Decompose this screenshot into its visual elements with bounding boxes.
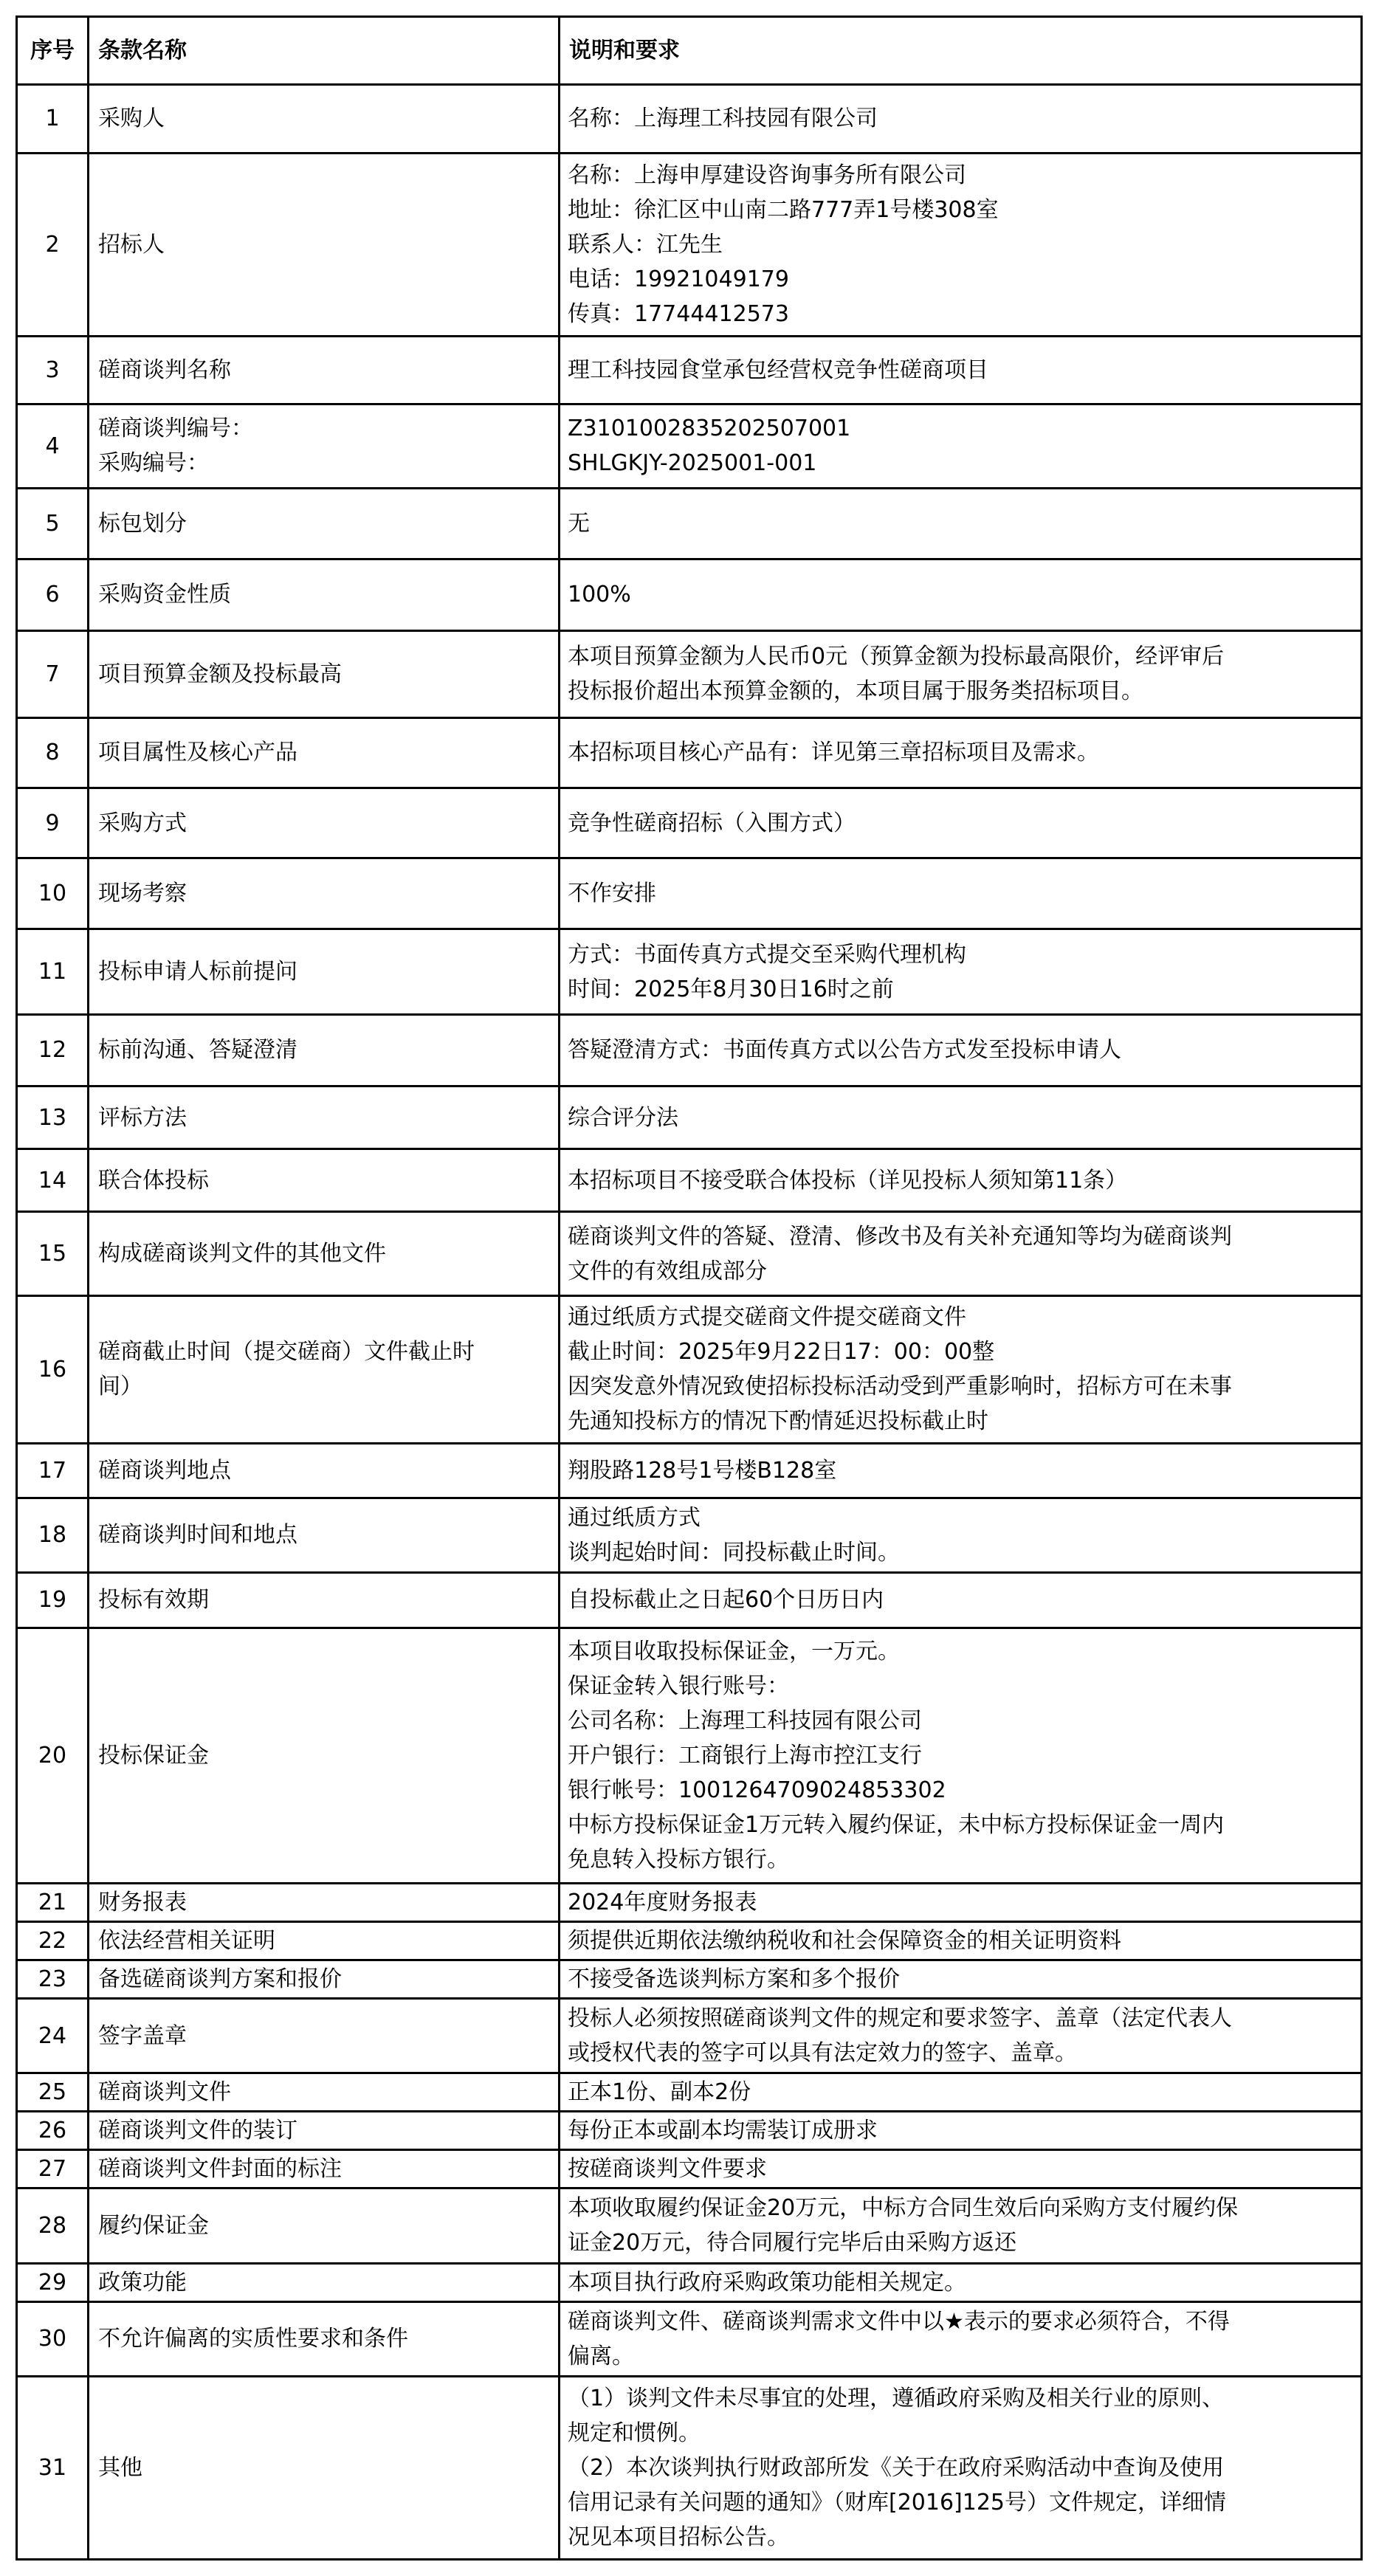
row-clause-name — [89, 2263, 560, 2301]
row-serial-number: 10 — [17, 858, 89, 929]
row-clause-name — [89, 2188, 560, 2263]
clause-name-line: 磋商截止时间（提交磋商）文件截止时 — [98, 1339, 475, 1366]
description-line: 截止时间：2025年9月22日17：00：00整 — [568, 1339, 995, 1366]
description-line: 竞争性磋商招标（入围方式） — [568, 810, 856, 836]
description-line: 银行帐号：1001264709024853302 — [568, 1777, 946, 1803]
row-description — [560, 2301, 1362, 2376]
description-line: 不接受备选谈判标方案和多个报价 — [568, 1966, 900, 1992]
description-line: 证金20万元，待合同履行完毕后由采购方返还 — [568, 2230, 1017, 2256]
row-clause-name — [89, 1086, 560, 1148]
clause-name-line: 投标保证金 — [98, 1742, 209, 1769]
row-serial-number: 24 — [17, 1998, 89, 2073]
table-row — [17, 404, 1362, 489]
clause-name-line: 备选磋商谈判方案和报价 — [98, 1966, 342, 1992]
description-line: 磋商谈判文件的答疑、澄清、修改书及有关补充通知等均为磋商谈判 — [568, 1223, 1232, 1250]
description-line: 偏离。 — [568, 2343, 634, 2369]
row-clause-name — [89, 630, 560, 717]
description-line: 答疑澄清方式：书面传真方式以公告方式发至投标申请人 — [568, 1037, 1121, 1064]
row-serial-number: 27 — [17, 2150, 89, 2188]
header-clause-name: 条款名称 — [89, 17, 560, 85]
row-serial-number: 20 — [17, 1628, 89, 1883]
row-description — [560, 404, 1362, 489]
clause-name-line: 标包划分 — [98, 511, 187, 537]
description-line: 联系人：江先生 — [568, 231, 723, 258]
row-clause-name — [89, 1211, 560, 1296]
row-description — [560, 1572, 1362, 1628]
description-line: 电话：19921049179 — [568, 266, 789, 292]
description-line: 文件的有效组成部分 — [568, 1258, 767, 1284]
description-line: Z3101002835202507001 — [568, 416, 851, 442]
row-description — [560, 717, 1362, 788]
description-line: 100% — [568, 582, 631, 608]
row-serial-number: 9 — [17, 788, 89, 858]
row-serial-number: 3 — [17, 336, 89, 404]
clause-name-line: 标前沟通、答疑澄清 — [98, 1037, 297, 1064]
row-description — [560, 85, 1362, 154]
table-row — [17, 85, 1362, 154]
description-line: 本项目预算金额为人民币0元（预算金额为投标最高限价，经评审后 — [568, 644, 1225, 670]
table-row — [17, 2188, 1362, 2263]
clause-name-line: 依法经营相关证明 — [98, 1927, 275, 1954]
row-clause-name — [89, 85, 560, 154]
row-serial-number: 14 — [17, 1149, 89, 1211]
clause-name-line: 评标方法 — [98, 1104, 187, 1131]
row-description — [560, 858, 1362, 929]
description-line: 公司名称：上海理工科技园有限公司 — [568, 1707, 922, 1734]
row-serial-number: 12 — [17, 1015, 89, 1086]
row-clause-name — [89, 1015, 560, 1086]
row-clause-name — [89, 1883, 560, 1921]
row-serial-number: 25 — [17, 2073, 89, 2112]
table-row — [17, 1498, 1362, 1572]
clause-name-line: 磋商谈判文件 — [98, 2079, 231, 2106]
row-clause-name — [89, 858, 560, 929]
row-serial-number: 4 — [17, 404, 89, 489]
clause-name-line: 财务报表 — [98, 1889, 187, 1915]
row-serial-number: 11 — [17, 929, 89, 1015]
clause-name-line: 签字盖章 — [98, 2022, 187, 2049]
row-description — [560, 2188, 1362, 2263]
row-description — [560, 1921, 1362, 1960]
description-line: （2）本次谈判执行财政部所发《关于在政府采购活动中查询及使用 — [568, 2454, 1225, 2481]
clause-name-line: 现场考察 — [98, 881, 187, 907]
description-line: 理工科技园食堂承包经营权竞争性磋商项目 — [568, 357, 988, 383]
table-row — [17, 2150, 1362, 2188]
table-row — [17, 717, 1362, 788]
row-description — [560, 2263, 1362, 2301]
description-line: 投标报价超出本预算金额的，本项目属于服务类招标项目。 — [568, 678, 1143, 705]
clause-name-line: 间） — [98, 1374, 142, 1400]
clause-name-line: 其他 — [98, 2454, 142, 2481]
clause-name-line: 构成磋商谈判文件的其他文件 — [98, 1241, 386, 1267]
clause-name-line: 磋商谈判名称 — [98, 357, 231, 383]
row-serial-number: 23 — [17, 1960, 89, 1998]
row-description — [560, 1086, 1362, 1148]
table-header-row — [17, 17, 1362, 85]
description-line: 谈判起始时间：同投标截止时间。 — [568, 1539, 900, 1566]
description-line: 规定和惯例。 — [568, 2420, 701, 2446]
row-description — [560, 1628, 1362, 1883]
row-description — [560, 2150, 1362, 2188]
row-serial-number: 28 — [17, 2188, 89, 2263]
description-line: 综合评分法 — [568, 1104, 678, 1131]
description-line: 方式：书面传真方式提交至采购代理机构 — [568, 941, 966, 968]
row-description — [560, 559, 1362, 631]
description-line: 本项收取履约保证金20万元，中标方合同生效后向采购方支付履约保 — [568, 2195, 1239, 2222]
clause-name-line: 磋商谈判编号： — [98, 416, 253, 442]
row-clause-name — [89, 1960, 560, 1998]
description-line: 本招标项目核心产品有：详见第三章招标项目及需求。 — [568, 740, 1099, 766]
row-description — [560, 1149, 1362, 1211]
row-serial-number: 29 — [17, 2263, 89, 2301]
row-serial-number: 17 — [17, 1443, 89, 1498]
row-serial-number: 7 — [17, 630, 89, 717]
description-line: 通过纸质方式 — [568, 1504, 701, 1531]
description-line: 先通知投标方的情况下酌情延迟投标截止时 — [568, 1408, 988, 1435]
table-row — [17, 1998, 1362, 2073]
row-description — [560, 489, 1362, 559]
description-line: 正本1份、副本2份 — [568, 2079, 751, 2106]
row-serial-number: 2 — [17, 153, 89, 336]
row-serial-number: 18 — [17, 1498, 89, 1572]
row-clause-name — [89, 559, 560, 631]
row-description — [560, 336, 1362, 404]
description-line: 2024年度财务报表 — [568, 1889, 757, 1915]
header-description: 说明和要求 — [560, 17, 1362, 85]
table-row — [17, 1086, 1362, 1148]
row-description — [560, 1498, 1362, 1572]
clause-name-line: 磋商谈判时间和地点 — [98, 1522, 297, 1549]
row-clause-name — [89, 1443, 560, 1498]
table-row — [17, 2263, 1362, 2301]
clause-name-line: 项目属性及核心产品 — [98, 740, 297, 766]
description-line: 本招标项目不接受联合体投标（详见投标人须知第11条） — [568, 1167, 1128, 1194]
clause-name-line: 不允许偏离的实质性要求和条件 — [98, 2326, 408, 2352]
description-line: 时间：2025年8月30日16时之前 — [568, 976, 894, 1002]
description-line: 或授权代表的签字可以具有法定效力的签字、盖章。 — [568, 2040, 1077, 2067]
row-clause-name — [89, 2112, 560, 2150]
description-line: 翔股路128号1号楼B128室 — [568, 1457, 837, 1484]
clause-name-line: 磋商谈判地点 — [98, 1457, 231, 1484]
row-serial-number: 21 — [17, 1883, 89, 1921]
description-line: 中标方投标保证金1万元转入履约保证，未中标方投标保证金一周内 — [568, 1811, 1225, 1838]
table-row — [17, 2112, 1362, 2150]
table-row — [17, 1960, 1362, 1998]
row-clause-name — [89, 1628, 560, 1883]
table-row — [17, 1628, 1362, 1883]
description-line: 须提供近期依法缴纳税收和社会保障资金的相关证明资料 — [568, 1927, 1121, 1954]
description-line: 按磋商谈判文件要求 — [568, 2156, 767, 2183]
table-row — [17, 153, 1362, 336]
table-row — [17, 2073, 1362, 2112]
table-row — [17, 2376, 1362, 2559]
row-description — [560, 1960, 1362, 1998]
row-clause-name — [89, 717, 560, 788]
description-line: （1）谈判文件未尽事宜的处理，遵循政府采购及相关行业的原则、 — [568, 2385, 1225, 2411]
row-description — [560, 1015, 1362, 1086]
row-description — [560, 1296, 1362, 1443]
table-row — [17, 929, 1362, 1015]
row-description — [560, 929, 1362, 1015]
description-line: 无 — [568, 511, 590, 537]
clause-name-line: 磋商谈判文件的装订 — [98, 2118, 297, 2144]
row-serial-number: 1 — [17, 85, 89, 154]
clause-name-line: 采购编号： — [98, 450, 209, 477]
description-line: 磋商谈判文件、磋商谈判需求文件中以★表示的要求必须符合，不得 — [568, 2308, 1230, 2335]
row-description — [560, 2073, 1362, 2112]
table-row — [17, 1572, 1362, 1628]
row-description — [560, 153, 1362, 336]
table-row — [17, 788, 1362, 858]
description-line: 通过纸质方式提交磋商文件提交磋商文件 — [568, 1304, 966, 1331]
table-row — [17, 2301, 1362, 2376]
row-serial-number: 19 — [17, 1572, 89, 1628]
description-line: 况见本项目招标公告。 — [568, 2524, 789, 2550]
clause-name-line: 履约保证金 — [98, 2212, 209, 2239]
row-description — [560, 1883, 1362, 1921]
row-description — [560, 788, 1362, 858]
row-clause-name — [89, 153, 560, 336]
description-line: 保证金转入银行账号： — [568, 1673, 789, 1699]
row-clause-name — [89, 1149, 560, 1211]
row-description — [560, 1443, 1362, 1498]
description-line: 信用记录有关问题的通知》（财库[2016]125号）文件规定，详细情 — [568, 2489, 1227, 2515]
clause-name-line: 招标人 — [98, 231, 165, 258]
table-row — [17, 1211, 1362, 1296]
table-row — [17, 630, 1362, 717]
description-line: 本项目执行政府采购政策功能相关规定。 — [568, 2269, 966, 2296]
row-clause-name — [89, 2301, 560, 2376]
row-serial-number: 31 — [17, 2376, 89, 2559]
tender-clause-table — [16, 16, 1363, 2560]
clause-name-line: 项目预算金额及投标最高 — [98, 661, 342, 687]
description-line: 每份正本或副本均需装订成册求 — [568, 2118, 878, 2144]
row-clause-name — [89, 2376, 560, 2559]
description-line: 免息转入投标方银行。 — [568, 1846, 789, 1873]
row-description — [560, 2376, 1362, 2559]
table-row — [17, 1015, 1362, 1086]
description-line: SHLGKJY-2025001-001 — [568, 450, 817, 477]
row-clause-name — [89, 1498, 560, 1572]
description-line: 投标人必须按照磋商谈判文件的规定和要求签字、盖章（法定代表人 — [568, 2005, 1232, 2032]
table-row — [17, 858, 1362, 929]
row-serial-number: 8 — [17, 717, 89, 788]
description-line: 本项目收取投标保证金，一万元。 — [568, 1638, 900, 1664]
clause-name-line: 政策功能 — [98, 2269, 187, 2296]
row-clause-name — [89, 2150, 560, 2188]
row-serial-number: 15 — [17, 1211, 89, 1296]
clause-name-line: 采购人 — [98, 106, 165, 132]
description-line: 传真：17744412573 — [568, 300, 789, 327]
table-row — [17, 1921, 1362, 1960]
row-clause-name — [89, 2073, 560, 2112]
row-serial-number: 6 — [17, 559, 89, 631]
description-line: 地址：徐汇区中山南二路777弄1号楼308室 — [568, 196, 999, 223]
row-clause-name — [89, 336, 560, 404]
description-line: 开户银行：工商银行上海市控江支行 — [568, 1742, 922, 1769]
table-row — [17, 336, 1362, 404]
row-clause-name — [89, 404, 560, 489]
row-serial-number: 26 — [17, 2112, 89, 2150]
clause-name-line: 联合体投标 — [98, 1167, 209, 1194]
table-row — [17, 1883, 1362, 1921]
row-serial-number: 16 — [17, 1296, 89, 1443]
table-row — [17, 559, 1362, 631]
row-serial-number: 30 — [17, 2301, 89, 2376]
description-line: 不作安排 — [568, 881, 656, 907]
row-description — [560, 1211, 1362, 1296]
table-row — [17, 1296, 1362, 1443]
table-row — [17, 1443, 1362, 1498]
clause-name-line: 采购方式 — [98, 810, 187, 836]
row-description — [560, 2112, 1362, 2150]
row-clause-name — [89, 788, 560, 858]
row-clause-name — [89, 1572, 560, 1628]
header-serial-number: 序号 — [17, 17, 89, 85]
clause-name-line: 投标申请人标前提问 — [98, 959, 297, 985]
row-clause-name — [89, 1296, 560, 1443]
clause-name-line: 投标有效期 — [98, 1587, 209, 1614]
row-serial-number: 5 — [17, 489, 89, 559]
row-description — [560, 630, 1362, 717]
description-line: 名称：上海申厚建设咨询事务所有限公司 — [568, 162, 966, 188]
description-line: 名称：上海理工科技园有限公司 — [568, 106, 878, 132]
row-serial-number: 13 — [17, 1086, 89, 1148]
table-row — [17, 1149, 1362, 1211]
clause-name-line: 采购资金性质 — [98, 582, 231, 608]
row-clause-name — [89, 489, 560, 559]
row-serial-number: 22 — [17, 1921, 89, 1960]
row-description — [560, 1998, 1362, 2073]
description-line: 因突发意外情况致使招标投标活动受到严重影响时，招标方可在未事 — [568, 1374, 1232, 1400]
row-clause-name — [89, 1998, 560, 2073]
row-clause-name — [89, 1921, 560, 1960]
clause-name-line: 磋商谈判文件封面的标注 — [98, 2156, 342, 2183]
table-row — [17, 489, 1362, 559]
description-line: 自投标截止之日起60个日历日内 — [568, 1587, 884, 1614]
row-clause-name — [89, 929, 560, 1015]
